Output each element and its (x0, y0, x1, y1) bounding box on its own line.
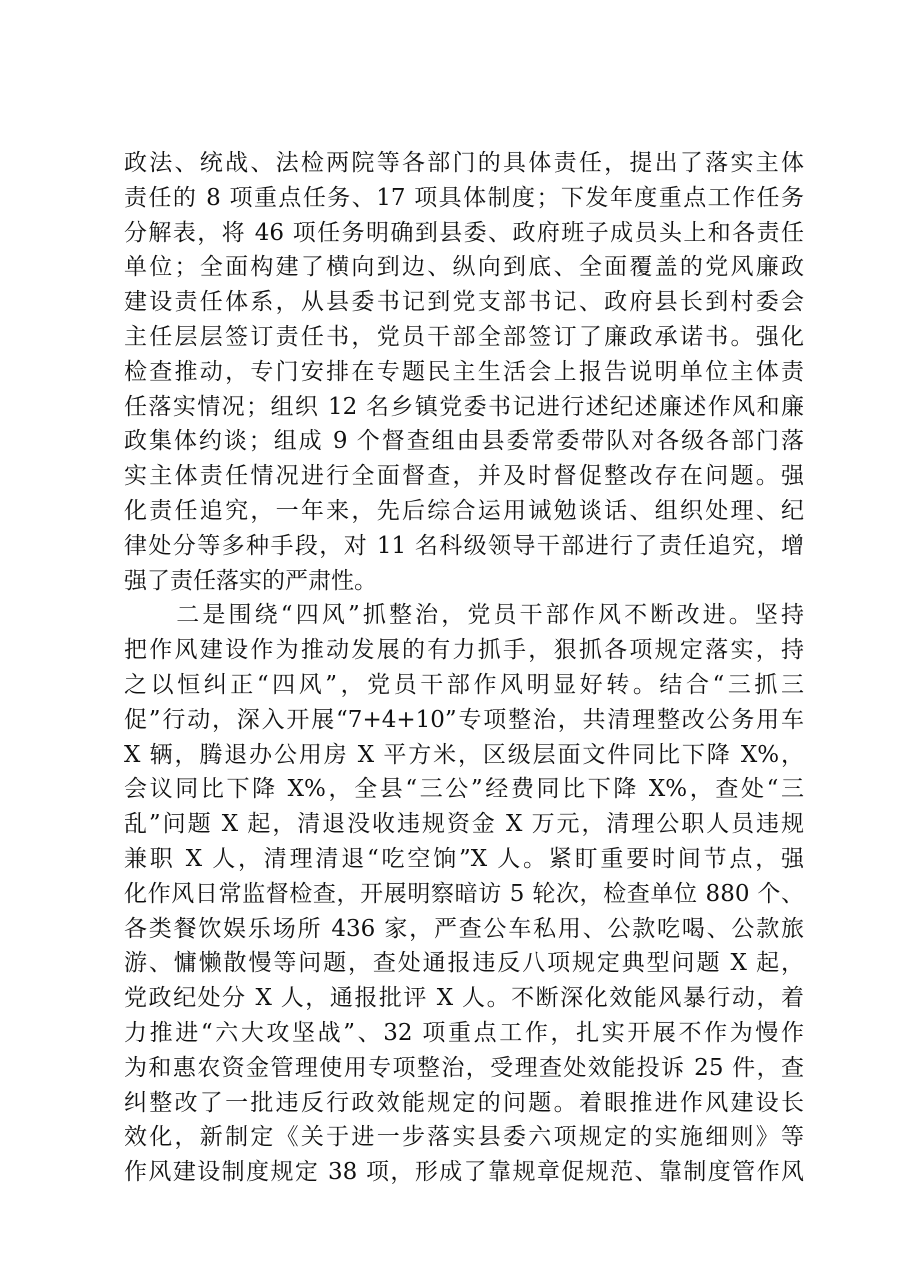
text-line: 为和惠农资金管理使用专项整治，受理查处效能投诉 25 件，查 (124, 1054, 804, 1081)
text-line: 实主体责任情况进行全面督查，并及时督促整改存在问题。强 (124, 463, 804, 490)
text-line: 政集体约谈；组成 9 个督查组由县委常委带队对各级各部门落 (124, 428, 804, 455)
text-line: 分解表，将 46 项任务明确到县委、政府班子成员头上和各责任 (124, 219, 804, 246)
text-line: 建设责任体系，从县委书记到党支部书记、政府县长到村委会 (124, 289, 804, 316)
text-line: 任落实情况；组织 12 名乡镇党委书记进行述纪述廉述作风和廉 (124, 393, 804, 420)
text-line: 把作风建设作为推动发展的有力抓手，狠抓各项规定落实，持 (124, 637, 804, 664)
text-line: 检查推动，专门安排在专题民主生活会上报告说明单位主体责 (124, 358, 804, 385)
body-text (124, 146, 804, 1190)
text-line: 效化，新制定《关于进一步落实县委六项规定的实施细则》等 (124, 1124, 804, 1151)
text-line: 责任的 8 项重点任务、17 项具体制度；下发年度重点工作任务 (124, 184, 804, 211)
text-line: 之以恒纠正“四风”，党员干部作风明显好转。结合“三抓三 (124, 671, 804, 698)
text-line: 强了责任落实的严肃性。 (124, 567, 377, 594)
text-line: 纠整改了一批违反行政效能规定的问题。着眼推进作风建设长 (124, 1089, 804, 1116)
text-line: 化作风日常监督检查，开展明察暗访 5 轮次，检查单位 880 个、 (124, 880, 804, 907)
text-line: X 辆，腾退办公用房 X 平方米，区级层面文件同比下降 X%， (124, 741, 804, 768)
text-line: 力推进“六大攻坚战”、32 项重点工作，扎实开展不作为慢作 (124, 1019, 804, 1046)
text-line: 促”行动，深入开展“7+4+10”专项整治，共清理整改公务用车 (124, 706, 804, 733)
text-line: 会议同比下降 X%，全县“三公”经费同比下降 X%，查处“三 (124, 776, 804, 803)
text-line: 主任层层签订责任书，党员干部全部签订了廉政承诺书。强化 (124, 323, 804, 350)
text-line: 游、慵懒散慢等问题，查处通报违反八项规定典型问题 X 起， (124, 950, 804, 977)
text-line: 兼职 X 人，清理清退“吃空饷”X 人。紧盯重要时间节点，强 (124, 845, 804, 872)
text-line: 单位；全面构建了横向到边、纵向到底、全面覆盖的党风廉政 (124, 254, 804, 281)
text-line: 乱”问题 X 起，清退没收违规资金 X 万元，清理公职人员违规 (124, 811, 804, 838)
text-line: 化责任追究，一年来，先后综合运用诫勉谈话、组织处理、纪 (124, 497, 804, 524)
text-line: 律处分等多种手段，对 11 名科级领导干部进行了责任追究，增 (124, 532, 804, 559)
text-line: 二是围绕“四风”抓整治，党员干部作风不断改进。坚持 (124, 602, 804, 629)
text-line: 政法、统战、法检两院等各部门的具体责任，提出了落实主体 (124, 150, 804, 176)
text-line: 党政纪处分 X 人，通报批评 X 人。不断深化效能风暴行动，着 (124, 985, 804, 1012)
text-line: 作风建设制度规定 38 项，形成了靠规章促规范、靠制度管作风 (124, 1159, 804, 1186)
text-line: 各类餐饮娱乐场所 436 家，严查公车私用、公款吃喝、公款旅 (124, 915, 804, 942)
